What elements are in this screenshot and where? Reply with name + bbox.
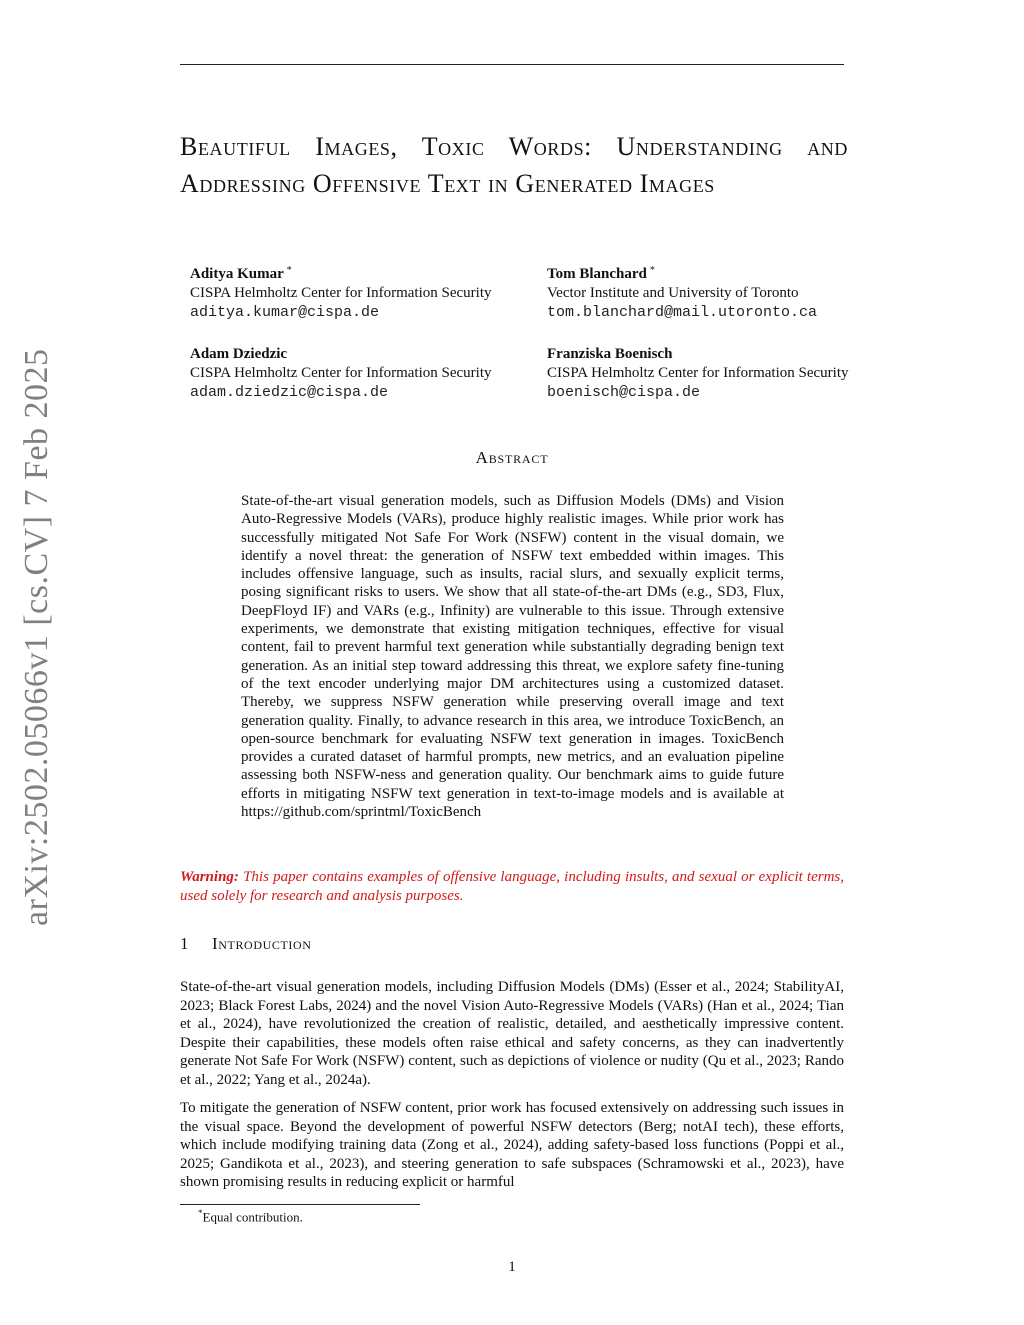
author-block — [547, 261, 817, 322]
author-name: Tom Blanchard — [547, 266, 647, 282]
footnote-mark: * — [198, 1208, 203, 1218]
author-affiliation: CISPA Helmholtz Center for Information Security — [190, 365, 492, 381]
top-rule — [180, 64, 844, 65]
author-affiliation: Vector Institute and University of Toronto — [547, 285, 799, 301]
author-name: Franziska Boenisch — [547, 346, 673, 362]
section-number: 1 — [180, 934, 190, 953]
author-email[interactable]: aditya.kumar@cispa.de — [190, 304, 380, 321]
equal-contribution-mark: * — [649, 265, 655, 276]
author-email[interactable]: tom.blanchard@mail.utoronto.ca — [547, 304, 818, 321]
abstract-heading: Abstract — [475, 448, 549, 467]
author-name: Aditya Kumar — [190, 266, 284, 282]
author-block — [547, 345, 849, 402]
author-block — [190, 345, 492, 402]
footnote — [198, 1208, 303, 1225]
author-email[interactable]: boenisch@cispa.de — [547, 384, 701, 401]
footnote-rule — [180, 1204, 420, 1205]
paper-title: Beautiful Images, Toxic Words: Understanding and Addressing Offensive Text in Generated Images — [180, 132, 848, 198]
page-number: 1 — [508, 1259, 516, 1275]
section-title: Introduction — [212, 934, 312, 953]
author-block — [190, 261, 492, 322]
section-heading — [180, 934, 312, 954]
arxiv-identifier[interactable]: arXiv:2502.05066v1 [cs.CV] 7 Feb 2025 — [18, 348, 55, 926]
equal-contribution-mark: * — [286, 265, 292, 276]
author-affiliation: CISPA Helmholtz Center for Information Security — [190, 285, 492, 301]
author-affiliation: CISPA Helmholtz Center for Information Security — [547, 365, 849, 381]
abstract-text: State-of-the-art visual generation models, such as Diffusion Models (DMs) and Vision Auto-Regressive Models (VARs), produce highly realistic images. While prior work has successfully mitigated Not Safe For Work (NSFW) content in the visual domain, we identify a novel threat: the generation of NSFW text embedded within images. This includes offensive language, such as insults, racial slurs, and sexually explicit terms, posing significant risks to users. We show that all state-of-the-art DMs (e.g., SD3, Flux, DeepFloyd IF) and VARs (e.g., Infinity) are vulnerable to this issue. Through extensive experiments, we demonstrate that existing mitigation techniques, effective for visual content, fail to prevent harmful text generation while substantially degrading benign text generation. As an initial step toward addressing this threat, we explore safety fine-tuning of the text encoder underlying major DM architectures using a customized dataset. Thereby, we suppress NSFW generation while preserving overall image and text generation quality. Finally, to advance research in this area, we introduce ToxicBench, an open-source benchmark for evaluating NSFW text generation in images. ToxicBench provides a curated dataset of harmful prompts, new metrics, and an evaluation pipeline assessing both NSFW-ness and generation quality. Our benchmark aims to guide future efforts in mitigating NSFW text generation in text-to-image models and is available at https://github.com/sprintml/ToxicBench — [241, 493, 784, 821]
intro-paragraph: To mitigate the generation of NSFW content, prior work has focused extensively on addressing such issues in the visual space. Beyond the development of powerful NSFW detectors (Berg; notAI tech), these efforts, which include modifying training data (Zong et al., 2024), adding safety-based loss functions (Poppi et al., 2025; Gandikota et al., 2023), and steering generation to safe subspaces (Schramowski et al., 2023), have shown promising results in reducing explicit or harmful — [180, 1100, 844, 1190]
author-name: Adam Dziedzic — [190, 346, 288, 362]
content-warning — [180, 868, 844, 905]
warning-label: Warning: — [180, 869, 239, 885]
warning-text: This paper contains examples of offensive language, including insults, and sexual or explicit terms, used solely for research and analysis purposes. — [180, 869, 845, 904]
footnote-text: Equal contribution. — [202, 1209, 303, 1225]
author-email[interactable]: adam.dziedzic@cispa.de — [190, 384, 389, 401]
intro-paragraph: State-of-the-art visual generation models, including Diffusion Models (DMs) (Esser et al., 2024; StabilityAI, 2023; Black Forest Labs, 2024) and the novel Vision Auto-Regressive Models (VARs) (Han et al., 2024; Tian et al., 2024), have revolutionized the creation of realistic, detailed, and aesthetically impressive content. Despite their capabilities, these models often raise ethical and safety concerns, as they can inadvertently generate Not Safe For Work (NSFW) content, such as depictions of violence or nudity (Qu et al., 2023; Rando et al., 2022; Yang et al., 2024a). — [180, 979, 844, 1088]
